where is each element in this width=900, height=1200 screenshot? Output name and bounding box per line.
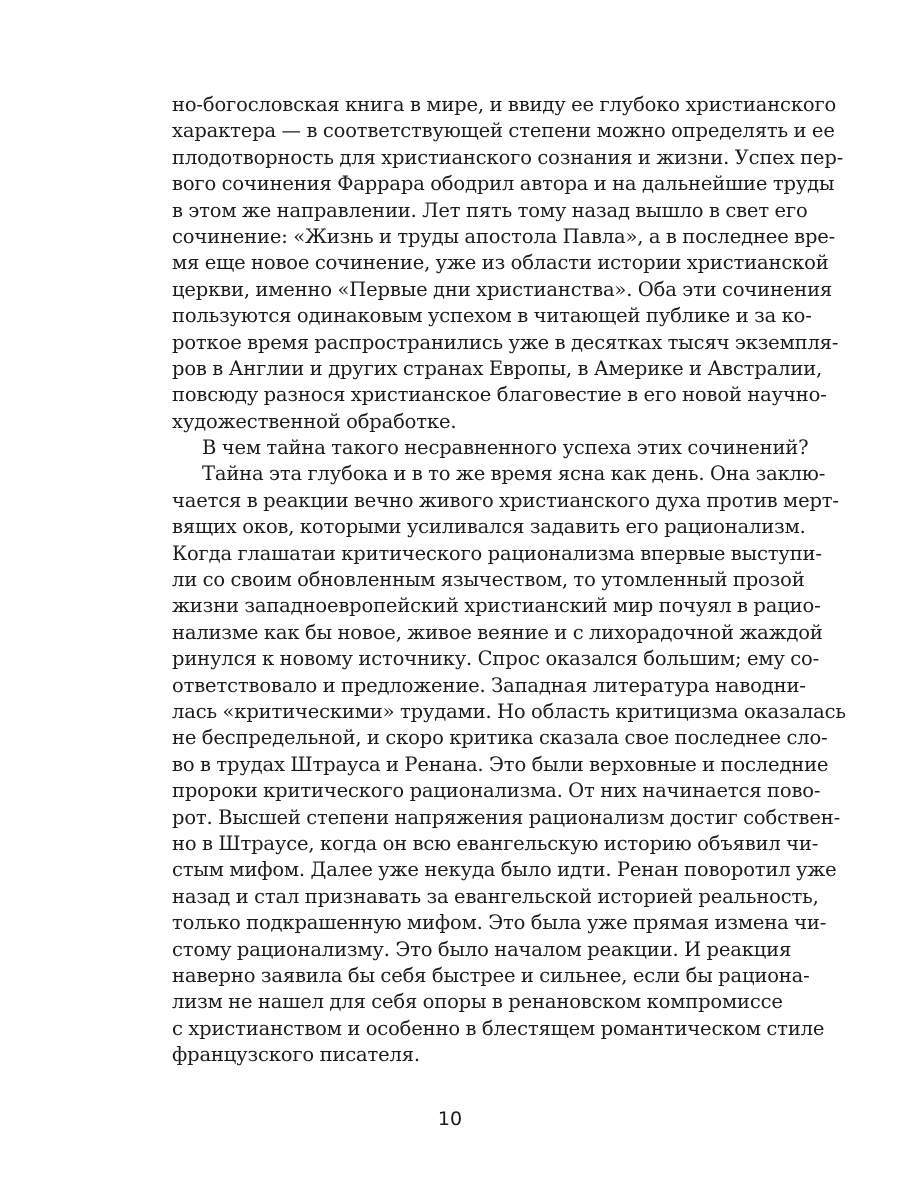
text-line: мя еще новое сочинение, уже из области истории христианской	[172, 251, 829, 275]
text-line: ринулся к новому источнику. Спрос оказался большим; ему со-	[172, 647, 820, 671]
text-line: роткое время распространились уже в десятках тысяч экземпля-	[172, 330, 839, 354]
text-line: В чем тайна такого несравненного успеха этих сочинений?	[202, 436, 809, 460]
text-line: лизм не нашел для себя опоры в ренановском компромиссе	[172, 990, 783, 1014]
text-line: пророки критического рационализма. От них начинается пово-	[172, 779, 821, 803]
text-line: вящих оков, которыми усиливался задавить его рационализм.	[172, 515, 806, 539]
text-line: повсюду разнося христианское благовестие в его новой научно-	[172, 383, 827, 407]
text-line: Тайна эта глубока и в то же время ясна как день. Она заклю-	[202, 462, 826, 486]
text-line: характера — в соответствующей степени можно определять и ее	[172, 119, 835, 143]
text-line: вого сочинения Фаррара ободрил автора и на дальнейшие труды	[172, 172, 835, 196]
text-line: но в Штраусе, когда он всю евангельскую историю объявил чи-	[172, 831, 819, 855]
text-line: лась «критическими» трудами. Но область критицизма оказалась	[172, 699, 846, 723]
text-line: плодотворность для христианского сознания и жизни. Успех пер-	[172, 145, 844, 169]
text-line: художественной обработке.	[172, 409, 457, 433]
text-line: жизни западноевропейский христианский мир почуял в рацио-	[172, 594, 821, 618]
text-line: во в трудах Штрауса и Ренана. Это были верховные и последние	[172, 752, 829, 776]
text-line: стым мифом. Далее уже некуда было идти. Ренан поворотил уже	[172, 858, 837, 882]
text-line: в этом же направлении. Лет пять тому назад вышло в свет его	[172, 198, 808, 222]
text-line: но-богословская книга в мире, и ввиду ее глубоко христианского	[172, 93, 837, 116]
page-number: 10	[437, 1108, 463, 1130]
text-line: церкви, именно «Первые дни христианства». Оба эти сочинения	[172, 277, 833, 301]
body-text	[172, 92, 846, 1068]
paragraph	[172, 92, 844, 435]
text-line: ли со своим обновленным язычеством, то утомленный прозой	[172, 568, 805, 592]
text-line: ответствовало и предложение. Западная литература наводни-	[172, 673, 806, 697]
text-line: ров в Англии и других странах Европы, в Америке и Австралии,	[172, 356, 823, 380]
paragraph	[172, 461, 846, 1068]
text-line: Когда глашатаи критического рационализма впервые выступи-	[172, 541, 822, 565]
text-line: наверно заявила бы себя быстрее и сильнее, если бы рациона-	[172, 963, 810, 987]
text-line: сочинение: «Жизнь и труды апостола Павла», а в последнее вре-	[172, 224, 836, 248]
paragraph	[172, 435, 809, 461]
text-line: нализме как бы новое, живое веяние и с лихорадочной жаждой	[172, 620, 823, 644]
text-line: французского писателя.	[172, 1043, 420, 1067]
text-line: только подкрашенную мифом. Это была уже прямая измена чи-	[172, 911, 827, 935]
text-line: не беспредельной, и скоро критика сказала свое последнее сло-	[172, 726, 828, 750]
text-line: чается в реакции вечно живого христианского духа против мерт-	[172, 488, 839, 512]
text-line: пользуются одинаковым успехом в читающей публике и за ко-	[172, 304, 812, 328]
text-line: стому рационализму. Это было началом реакции. И реакция	[172, 937, 792, 961]
text-line: рот. Высшей степени напряжения рационализм достиг собствен-	[172, 805, 841, 829]
text-line: назад и стал признавать за евангельской историей реальность,	[172, 884, 819, 908]
text-line: с христианством и особенно в блестящем романтическом стиле	[172, 1016, 825, 1040]
